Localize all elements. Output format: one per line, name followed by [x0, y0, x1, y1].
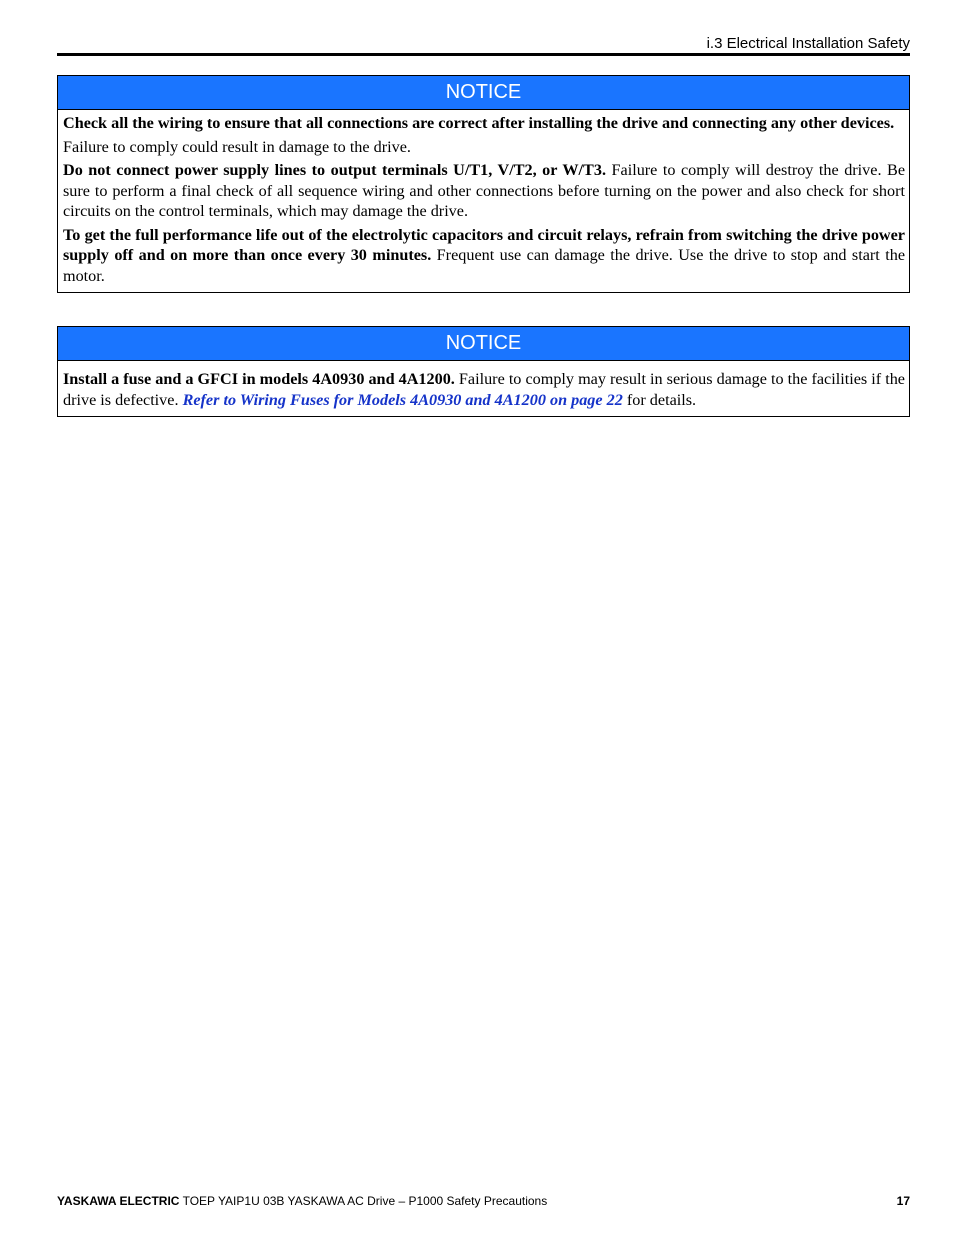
notice-label: NOTICE	[58, 327, 909, 361]
footer-doc-info	[57, 1194, 547, 1208]
notice-box-wiring	[57, 75, 910, 293]
notice-bold-text: Check all the wiring to ensure that all connections are correct after installing the drive and connecting any other devices.	[63, 114, 895, 132]
notice-paragraph	[63, 113, 905, 134]
notice-body	[58, 110, 909, 292]
notice-label: NOTICE	[58, 76, 909, 110]
notice-bold-text: Do not connect power supply lines to output terminals U/T1, V/T2, or W/T3.	[63, 161, 606, 179]
header-rule	[57, 53, 910, 56]
notice-bold-text: To get the full performance life out of the electrolytic capacitors and circuit relays, refrain from switching the drive power supply off and on more than once every 30 minutes.	[63, 225, 905, 264]
notice-paragraph	[63, 369, 905, 410]
notice-text: Failure to comply could result in damage to the drive.	[63, 137, 411, 156]
page-number: 17	[896, 1194, 910, 1208]
notice-bold-text: Install a fuse and a GFCI in models 4A0930 and 4A1200.	[63, 370, 455, 388]
notice-text: Frequent use can damage the drive. Use the drive to stop and start the motor.	[63, 246, 905, 285]
notice-text: Failure to comply may result in serious damage to the facilities if the drive is defective.	[63, 370, 905, 409]
notice-paragraph	[63, 225, 905, 287]
footer-company: YASKAWA ELECTRIC	[57, 1194, 180, 1208]
notice-text: Failure to comply will destroy the drive. Be sure to perform a final check of all sequence wiring and other connections before turning on the power and also check for short circuits on the control terminals, which may damage the drive.	[63, 161, 905, 220]
notice-paragraph	[63, 160, 905, 222]
notice-body	[58, 361, 909, 416]
notice-box-fuse	[57, 326, 910, 417]
cross-reference-link[interactable]: Refer to Wiring Fuses for Models 4A0930 and 4A1200 on page 22	[182, 390, 623, 409]
notice-paragraph	[63, 137, 905, 158]
section-header-title: i.3 Electrical Installation Safety	[706, 35, 910, 52]
footer-doc-title: TOEP YAIP1U 03B YASKAWA AC Drive – P1000 Safety Precautions	[179, 1194, 548, 1208]
notice-text-tail: for details.	[622, 390, 697, 409]
